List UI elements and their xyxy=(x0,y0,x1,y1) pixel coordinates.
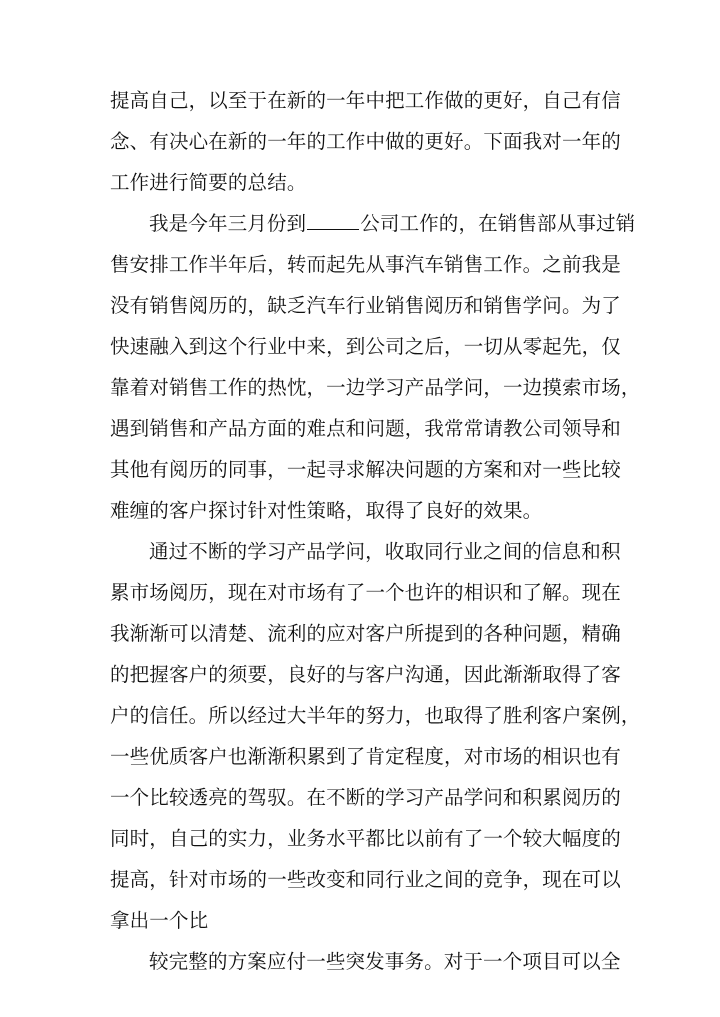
paragraph-line: 拿出一个比 xyxy=(110,909,209,932)
paragraph-line: 没有销售阅历的，缺乏汽车行业销售阅历和销售学问。为了 xyxy=(110,294,621,317)
paragraph-line: 遇到销售和产品方面的难点和问题，我常常请教公司领导和 xyxy=(110,417,621,440)
paragraph-line: 快速融入到这个行业中来，到公司之后，一切从零起先，仅 xyxy=(110,335,621,358)
line-text-after-blank: 公司工作的，在销售部从事过销 xyxy=(360,212,636,235)
paragraph-line: 户的信任。所以经过大半年的努力，也取得了胜利客户案例， xyxy=(110,704,641,727)
paragraph-line: 难缠的客户探讨针对性策略，取得了良好的效果。 xyxy=(110,499,543,522)
paragraph-line: 的把握客户的须要，良好的与客户沟通，因此渐渐取得了客 xyxy=(110,663,621,686)
paragraph-line: 售安排工作半年后，转而起先从事汽车销售工作。之前我是 xyxy=(110,253,621,276)
paragraph-line xyxy=(149,209,636,239)
paragraph-line: 我渐渐可以清楚、流利的应对客户所提到的各种问题，精确 xyxy=(110,622,621,645)
paragraph-line: 提高，针对市场的一些改变和同行业之间的竞争，现在可以 xyxy=(110,868,621,891)
paragraph-line: 念、有决心在新的一年的工作中做的更好。下面我对一年的 xyxy=(110,130,621,153)
paragraph-line: 较完整的方案应付一些突发事务。对于一个项目可以全 xyxy=(149,950,621,973)
paragraph-line: 靠着对销售工作的热忱，一边学习产品学问，一边摸索市场， xyxy=(110,376,641,399)
paragraph-line: 工作进行简要的总结。 xyxy=(110,171,307,194)
paragraph-line: 累市场阅历，现在对市场有了一个也许的相识和了解。现在 xyxy=(110,581,621,604)
paragraph-line: 提高自己，以至于在新的一年中把工作做的更好，自己有信 xyxy=(110,89,621,112)
paragraph-line: 同时，自己的实力，业务水平都比以前有了一个较大幅度的 xyxy=(110,827,621,850)
paragraph-line: 通过不断的学习产品学问，收取同行业之间的信息和积 xyxy=(149,540,621,563)
fill-in-blank xyxy=(307,211,359,230)
line-text-before-blank: 我是今年三月份到 xyxy=(149,212,307,235)
paragraph-line: 其他有阅历的同事，一起寻求解决问题的方案和对一些比较 xyxy=(110,458,621,481)
paragraph-line: 一个比较透亮的驾驭。在不断的学习产品学问和积累阅历的 xyxy=(110,786,621,809)
paragraph-line: 一些优质客户也渐渐积累到了肯定程度，对市场的相识也有 xyxy=(110,745,621,768)
